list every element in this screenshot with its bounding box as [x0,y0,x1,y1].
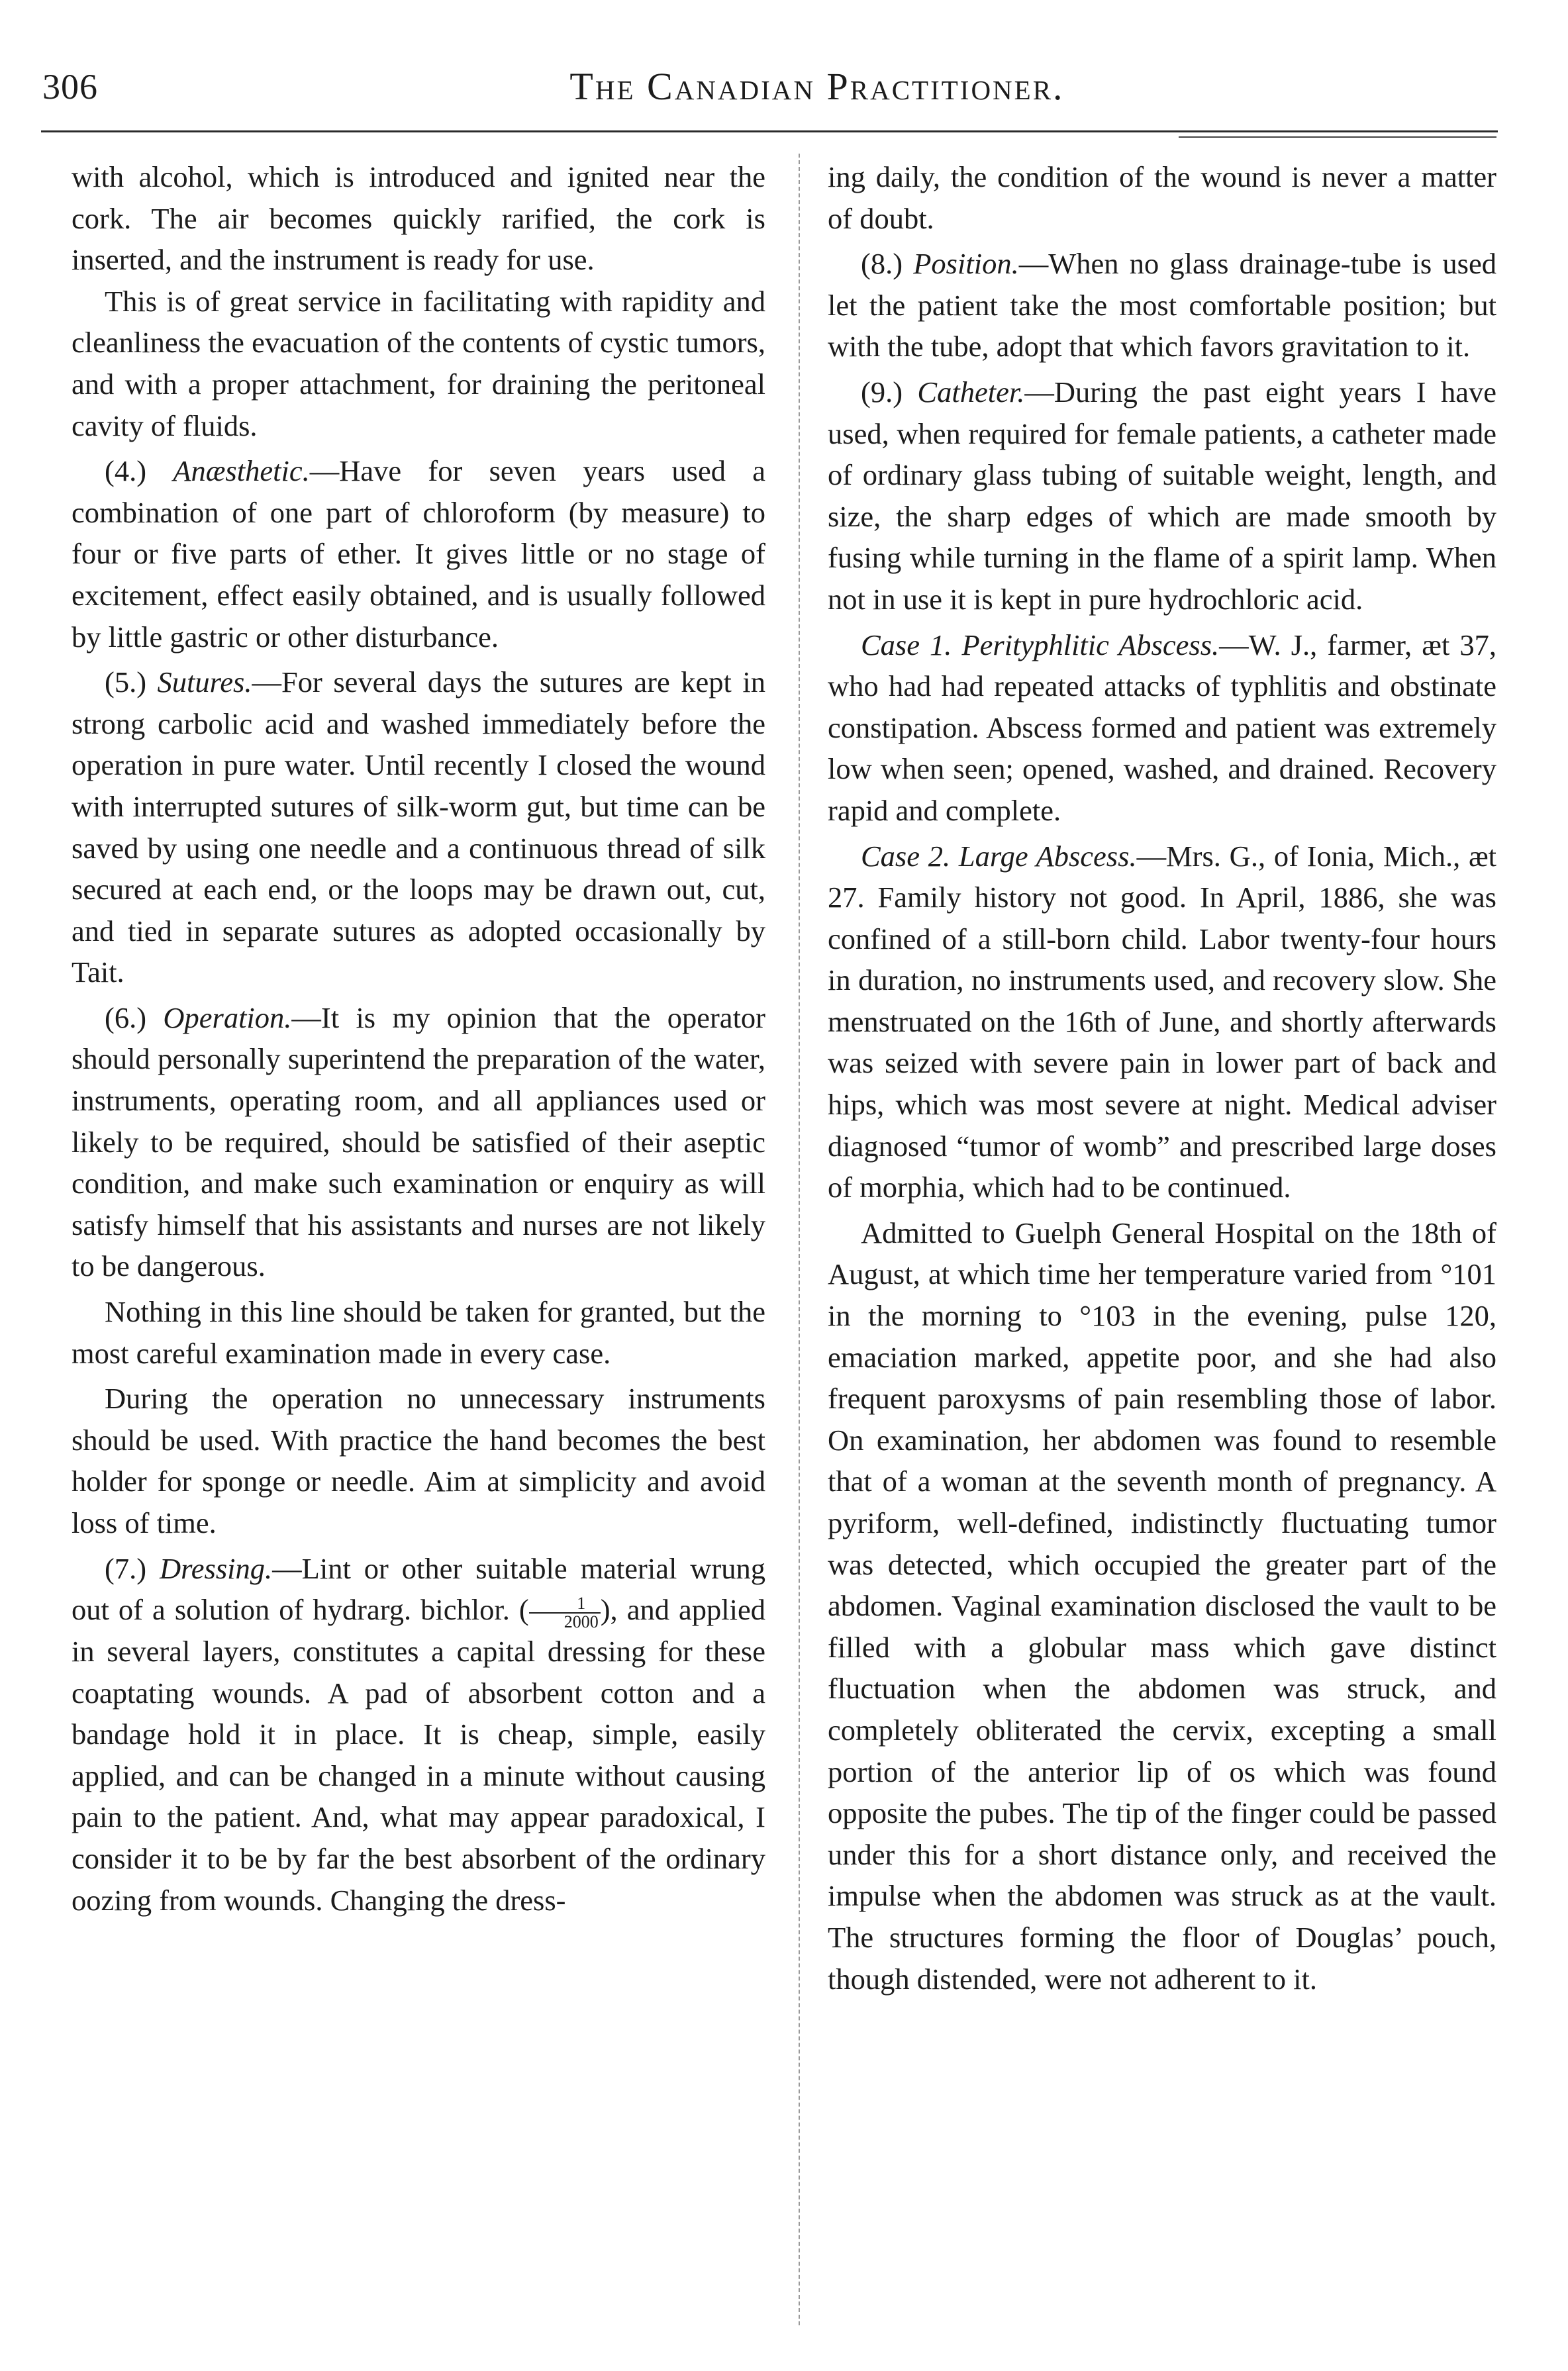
fraction-denominator: 2000 [564,1612,599,1631]
section-text: —Have for seven years used a combination of one part of chloroform (by measure) to four or five parts of ether. It gives little or no stage of excitement, effect easily obtained, and is usually followed by little gastric or other disturbance. [72,454,765,653]
running-title: The Canadian Practitioner. [569,65,1065,108]
section-heading: Sutures. [157,665,252,699]
section-heading: Position. [913,247,1019,281]
paragraph-sutures [72,661,765,993]
case-text: —W. J., farmer, æt 37, who had had repeated attacks of typhlitis and obstinate constipation. Abscess formed and patient was extremely low when seen; opened, washed, and drained. Recovery rapid and complete. [828,628,1496,827]
header-rule-secondary [1179,136,1496,138]
section-number: (5.) [105,665,147,699]
case-heading: Case 2. Large Abscess. [861,839,1137,873]
paragraph-anaesthetic [72,450,765,657]
paragraph: During the operation no unnecessary instruments should be used. With practice the hand becomes the best holder for sponge or needle. Aim at simplicity and avoid loss of time. [72,1382,765,1539]
section-text: —Lint or other suitable material wrung out of a solution of hydrarg. bichlor. ( [72,1551,766,1627]
section-heading: Anæsthetic. [173,454,310,488]
section-heading: Operation. [163,1000,292,1034]
paragraph-case-1 [828,624,1496,832]
paragraph: ing daily, the condition of the wound is never a matter of doubt. [828,160,1496,235]
fraction-numerator: 1 [529,1595,601,1614]
page-number: 306 [42,67,98,107]
section-number: (6.) [105,1000,147,1034]
paragraph-dressing [72,1548,765,1921]
paragraph-position [828,243,1496,367]
section-number: (8.) [861,247,903,281]
paragraph: Admitted to Guelph General Hospital on the 18th of August, at which time her temperature varied from °101 in the morning to °103 in the evening, pulse 120, emaciation marked, appetite poor, and she had also frequent paroxysms of pain resembling those of labor. On examination, her abdomen was found to resemble that of a woman at the seventh month of pregnancy. A pyriform, well-defined, indistinctly fluctuating tumor was detected, which occupied the greater part of the abdomen. Vaginal examination disclosed the vault to be filled with a globular mass which gave distinct fluctuation when the abdomen was struck, and completely obliterated the cervix, excepting a small portion of the anterior lip of os which was found opposite the pubes. The tip of the finger could be passed under this for a short distance only, and received the impulse when the abdomen was struck as at the vault. The structures forming the floor of Douglas’ pouch, though distended, were not adherent to it. [828,1216,1496,1996]
page-header [42,64,1473,117]
section-text: ), and applied in several layers, constitutes a capital dressing for these coaptating wounds. A pad of absorbent cotton and a bandage hold it in place. It is cheap, simple, easily applied, and can be changed in a minute without causing pain to the patient. And, what may appear paradoxical, I consider it to be by far the best absorbent of the ordinary oozing from wounds. Changing the dress- [72,1593,765,1917]
section-number: (4.) [105,454,147,488]
header-rule [41,130,1498,132]
case-text: —Mrs. G., of Ionia, Mich., æt 27. Family history not good. In April, 1886, she was confined of a still-born child. Labor twenty-four hours in duration, no instruments used, and recovery slow. She menstruated on the 16th of June, and shortly afterwards was seized with severe pain in lower part of back and hips, which was most severe at night. Medical adviser diagnosed “tumor of womb” and prescribed large doses of morphia, which had to be continued. [828,839,1497,1204]
section-heading: Dressing. [159,1551,273,1585]
paragraph-operation [72,997,765,1287]
paragraph: This is of great service in facilitating with rapidity and cleanliness the evacuation of the contents of cystic tumors, and with a proper attachment, for draining the peritoneal cavity of fluids. [72,284,765,442]
paragraph: with alcohol, which is introduced and ignited near the cork. The air becomes quickly rarified, the cork is inserted, and the instrument is ready for use. [72,160,765,277]
paragraph-case-2 [828,836,1496,1208]
fraction [529,1595,601,1631]
section-heading: Catheter. [917,375,1025,409]
right-column [828,156,1496,2000]
section-text: —It is my opinion that the operator should personally superintend the preparation of the water, instruments, operating room, and all appliances used or likely to be required, should be satisfied of their aseptic condition, and make such examination or enquiry as will satisfy himself that his assistants and nurses are not likely to be dangerous. [72,1000,765,1283]
paragraph-catheter [828,371,1496,620]
column-divider [799,154,800,2325]
case-heading: Case 1. Perityphlitic Abscess. [861,628,1220,661]
section-text: —During the past eight years I have used, when required for female patients, a catheter made of ordinary glass tubing of suitable weight, length, and size, the sharp edges of which are made smooth by fusing while turning in the flame of a spirit lamp. When not in use it is kept in pure hydrochloric acid. [828,375,1497,616]
section-text: —When no glass drainage-tube is used let the patient take the most comfortable position; but with the tube, adopt that which favors gravitation to it. [828,247,1496,363]
section-number: (7.) [105,1551,147,1585]
paragraph: Nothing in this line should be taken for granted, but the most careful examination made in every case. [72,1295,765,1370]
section-number: (9.) [861,375,903,409]
left-column [72,156,765,1921]
section-text: —For several days the sutures are kept in strong carbolic acid and washed immediately before the operation in pure water. Until recently I closed the wound with interrupted sutures of silk-worm gut, but time can be saved by using one needle and a continuous thread of silk secured at each end, or the loops may be drawn out, cut, and tied in separate sutures as adopted occasionally by Tait. [72,665,765,989]
